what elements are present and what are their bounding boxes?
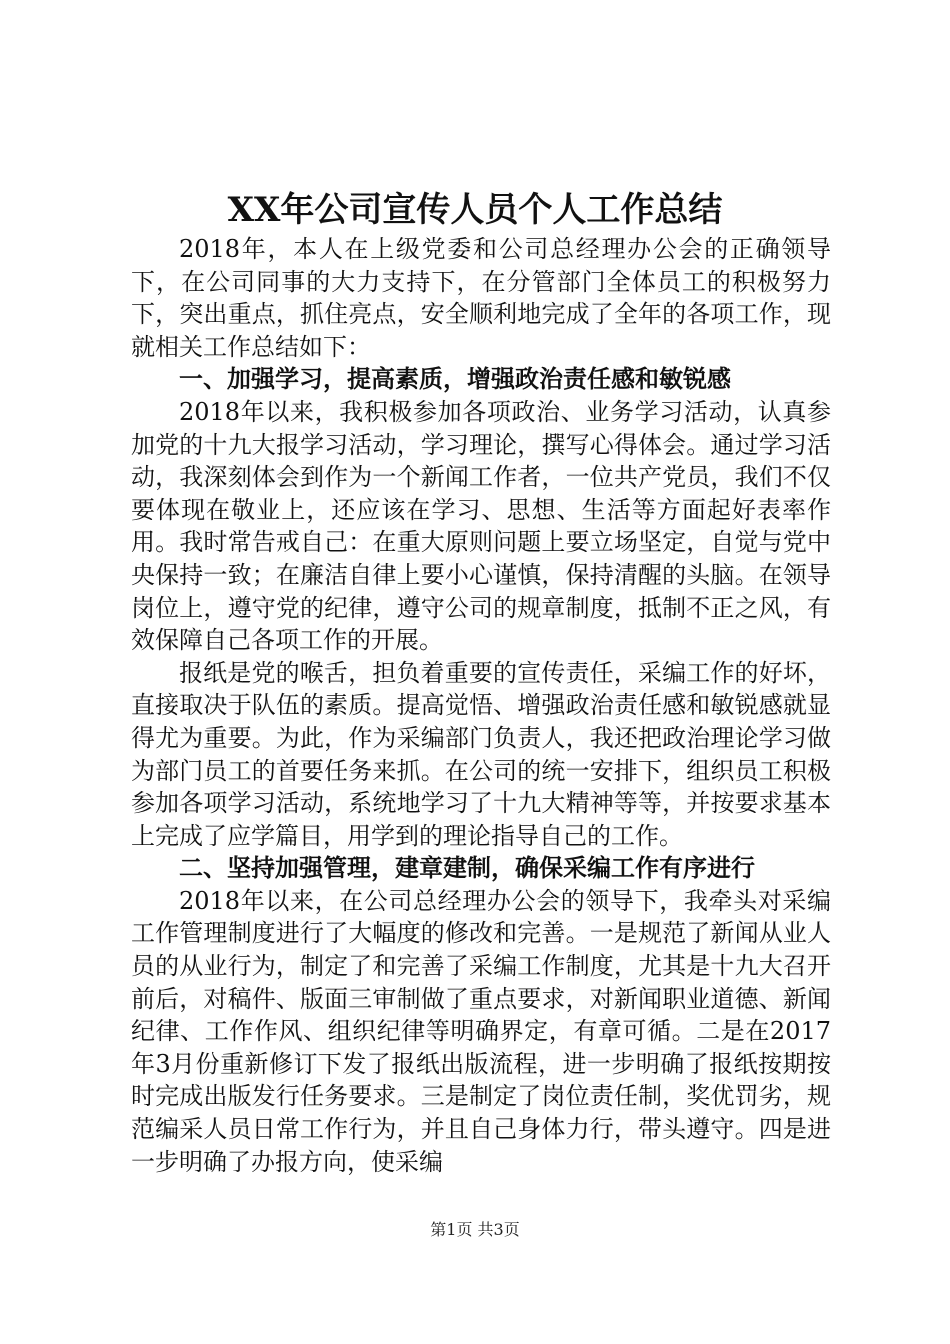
page-footer: 第1页 共3页 — [430, 1220, 520, 1239]
intro-paragraph: 2018年，本人在上级党委和公司总经理办公会的正确领导下，在公司同事的大力支持下，在分管部门全体员工的积极努力下，突出重点，抓住亮点，安全顺利地完成了全年的各项工作，现就相关工作总结如下： — [131, 235, 831, 361]
page-title: XX年公司宣传人员个人工作总结 — [227, 190, 723, 230]
section-1-heading: 一、加强学习，提高素质，增强政治责任感和敏锐感 — [179, 365, 731, 394]
document-body — [131, 233, 831, 1178]
section-1-paragraph-1: 2018年以来，我积极参加各项政治、业务学习活动，认真参加党的十九大报学习活动，学习理论，撰写心得体会。通过学习活动，我深刻体会到作为一个新闻工作者，一位共产党员，我们不仅要体现在敬业上，还应该在学习、思想、生活等方面起好表率作用。我时常告戒自己：在重大原则问题上要立场坚定，自觉与党中央保持一致；在廉洁自律上要小心谨慎，保持清醒的头脑。在领导岗位上，遵守党的纪律，遵守公司的规章制度，抵制不正之风，有效保障自己各项工作的开展。 — [131, 397, 831, 655]
section-2-heading: 二、坚持加强管理，建章建制，确保采编工作有序进行 — [179, 854, 755, 883]
section-2-paragraph-1: 2018年以来，在公司总经理办公会的领导下，我牵头对采编工作管理制度进行了大幅度的修改和完善。一是规范了新闻从业人员的从业行为，制定了和完善了采编工作制度，尤其是十九大召开前后，对稿件、版面三审制做了重点要求，对新闻职业道德、新闻纪律、工作作风、组织纪律等明确界定，有章可循。二是在2017年3月份重新修订下发了报纸出版流程，进一步明确了报纸按期按时完成出版发行任务要求。三是制定了岗位责任制，奖优罚劣，规范编采人员日常工作行为，并且自己身体力行，带头遵守。四是进一步明确了办报方向，使采编 — [131, 886, 831, 1176]
section-1-paragraph-2: 报纸是党的喉舌，担负着重要的宣传责任，采编工作的好坏，直接取决于队伍的素质。提高觉悟、增强政治责任感和敏锐感就显得尤为重要。为此，作为采编部门负责人，我还把政治理论学习做为部门员工的首要任务来抓。在公司的统一安排下，组织员工积极参加各项学习活动，系统地学习了十九大精神等等，并按要求基本上完成了应学篇目，用学到的理论指导自己的工作。 — [131, 658, 831, 850]
